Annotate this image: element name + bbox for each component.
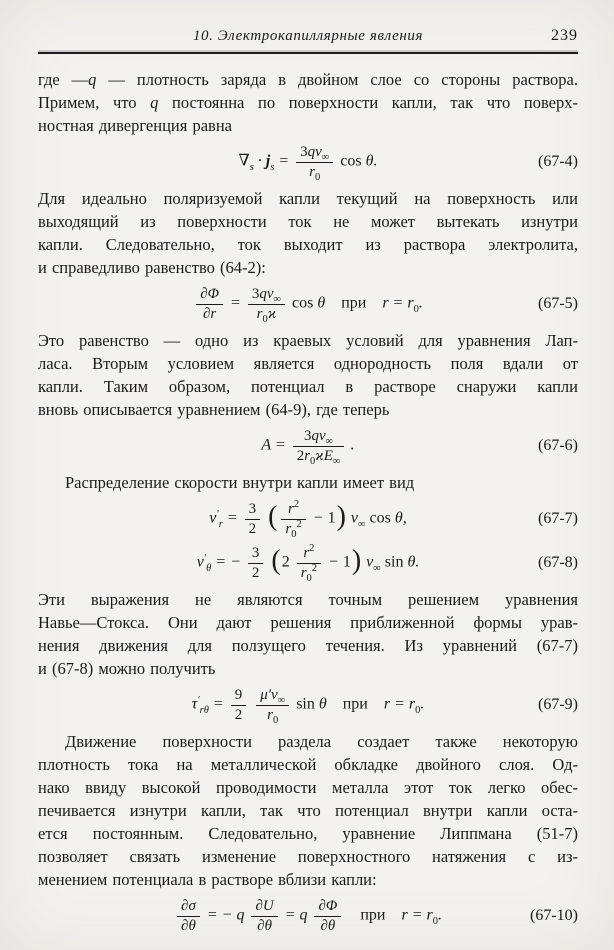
equation: $v'_r$ = $\frac{3}{2}$ ( $\frac{r^2}{r_0^2}$ − 1) $v_\infty$ cos θ, <box>209 499 407 541</box>
paragraph <box>38 68 578 137</box>
text-line: ностная дивергенция равна <box>38 116 232 135</box>
header-rule <box>38 52 578 54</box>
equation-block <box>38 897 578 935</box>
text-line: капли. Следовательно, ток выходит из раствора электролита, <box>38 235 578 254</box>
paragraph <box>38 187 578 279</box>
text-line: печивается изнутри капли, так что потенциал внутри капли оста- <box>38 801 578 820</box>
text-line: Это равенство — одно из краевых условий для уравнения Лап- <box>38 331 578 350</box>
paragraph <box>38 329 578 421</box>
equation-number: (67-4) <box>538 153 578 170</box>
text-line: нения движения для ползущего течения. Из уравнений (67-7) <box>38 636 578 655</box>
equation-block <box>38 543 578 585</box>
equation-number: (67-10) <box>530 907 578 924</box>
text-line: ется постоянным. Следовательно, уравнение Липпмана (51-7) <box>38 824 578 843</box>
text-line: Примем, что q постоянна по поверхности капли, так что поверх- <box>38 93 578 112</box>
page-content <box>38 68 578 935</box>
equation-block <box>38 285 578 326</box>
equation: $\frac{\partial\sigma}{\partial\theta}$ = − q $\frac{\partial U}{\partial\theta}$ = q $\frac{\partial\Phi}{\partial\theta}$ при $r = r_0$. <box>174 898 442 934</box>
text-line: Движение поверхности раздела создает также некоторую <box>65 732 578 751</box>
text-line: где —q — плотность заряда в двойном слое со стороны раствора. <box>38 70 578 89</box>
text-line: менением потенциала в растворе вблизи капли: <box>38 870 377 889</box>
equation-number: (67-9) <box>538 696 578 713</box>
paragraph <box>38 471 578 494</box>
equation-number: (67-7) <box>538 510 578 527</box>
text-line: и (67-8) можно получить <box>38 659 216 678</box>
running-title: 10. Электрокапиллярные явления <box>192 28 424 44</box>
equation-number: (67-8) <box>538 554 578 571</box>
text-line: выходящий из поверхности ток не может вытекать изнутри <box>38 212 578 231</box>
text-line: и справедливо равенство (64-2): <box>38 258 266 277</box>
equation-block <box>38 686 578 727</box>
text-line: вновь описывается уравнением (64-9), где теперь <box>38 400 390 419</box>
text-line: плотность тока на металлической обкладке двойного слоя. Од- <box>38 755 578 774</box>
paragraph <box>38 730 578 891</box>
paragraph <box>38 588 578 680</box>
equation-block <box>38 427 578 468</box>
equation-number: (67-6) <box>538 437 578 454</box>
text-line: ласа. Вторым условием является однородность поля вдали от <box>38 354 578 373</box>
equation-block <box>38 143 578 184</box>
text-line: Для идеально поляризуемой капли текущий на поверхность или <box>38 189 578 208</box>
equation: $v'_\theta$ = − $\frac{3}{2}$ (2 $\frac{r^2}{r_0^2}$ − 1) $v_\infty$ sin θ. <box>196 543 420 585</box>
equation-number: (67-5) <box>538 295 578 312</box>
text-line: нако ввиду высокой проводимости металла этот ток легко обес- <box>38 778 578 797</box>
equation: A = $\frac{3qv_\infty}{2r_0ϰE_\infty}$ . <box>261 428 355 468</box>
text-line: позволяет связать изменение поверхностного натяжения с из- <box>38 847 578 866</box>
equation-block <box>38 499 578 541</box>
equation: $\frac{\partial\Phi}{\partial r}$ = $\frac{3qv_\infty}{r_0ϰ}$ cos θ при $r = r_0$. <box>193 286 423 322</box>
page-number: 239 <box>551 27 578 44</box>
text-line: Навье—Стокса. Они дают решения приближенной формы урав- <box>38 613 578 632</box>
text-line: Распределение скорости внутри капли имеет вид <box>65 473 415 492</box>
page-header <box>38 26 578 46</box>
text-line: Эти выражения не являются точным решением уравнения <box>38 590 578 609</box>
equation: $\tau'_{r\theta}$ = $\frac{9}{2}$ $\frac{\mu'v_\infty}{r_0}$ sin θ при $r = r_0$. <box>191 687 425 727</box>
text-line: капли. Таким образом, потенциал в растворе снаружи капли <box>38 377 578 396</box>
equation: $\nabla_s \cdot j_s$ = $\frac{3qv_\infty}{r_0}$ cos θ. <box>238 144 378 184</box>
